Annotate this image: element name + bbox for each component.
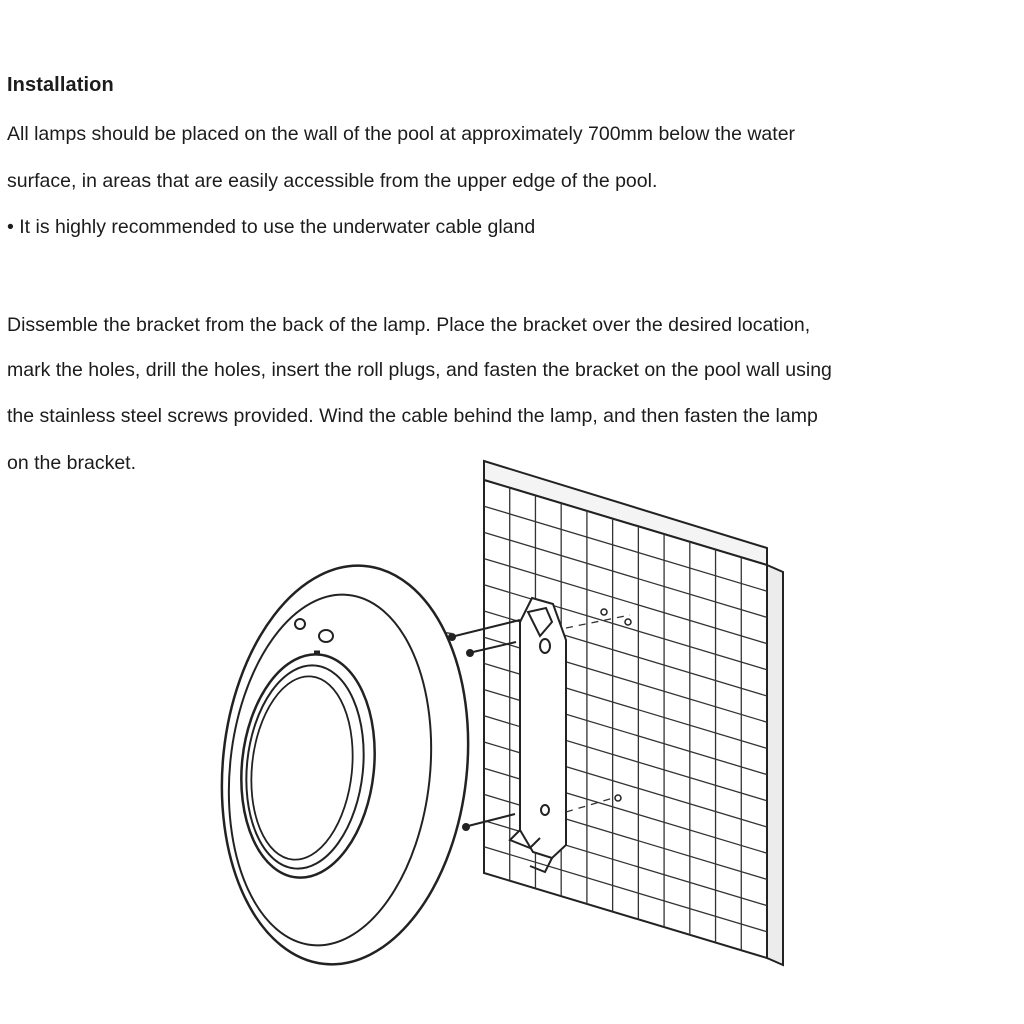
instruction-line-1: Dissemble the bracket from the back of the lamp. Place the bracket over the desired location, bbox=[7, 314, 811, 336]
intro-text-line-2: surface, in areas that are easily accessible from the upper edge of the pool. bbox=[7, 170, 658, 192]
intro-text-line-1: All lamps should be placed on the wall of the pool at approximately 700mm below the water bbox=[7, 123, 796, 145]
wall-side-edge bbox=[767, 565, 783, 965]
instruction-line-4: on the bracket. bbox=[7, 452, 136, 474]
bullet-text: It is highly recommended to use the underwater cable gland bbox=[19, 216, 536, 238]
instruction-line-2: mark the holes, drill the holes, insert the roll plugs, and fasten the bracket on the pool wall using bbox=[7, 359, 832, 381]
section-heading: Installation bbox=[7, 74, 114, 96]
instruction-line-3: the stainless steel screws provided. Wind the cable behind the lamp, and then fasten the lamp bbox=[7, 405, 818, 427]
pool-lamp bbox=[203, 553, 487, 976]
bullet-marker: • bbox=[7, 216, 14, 238]
